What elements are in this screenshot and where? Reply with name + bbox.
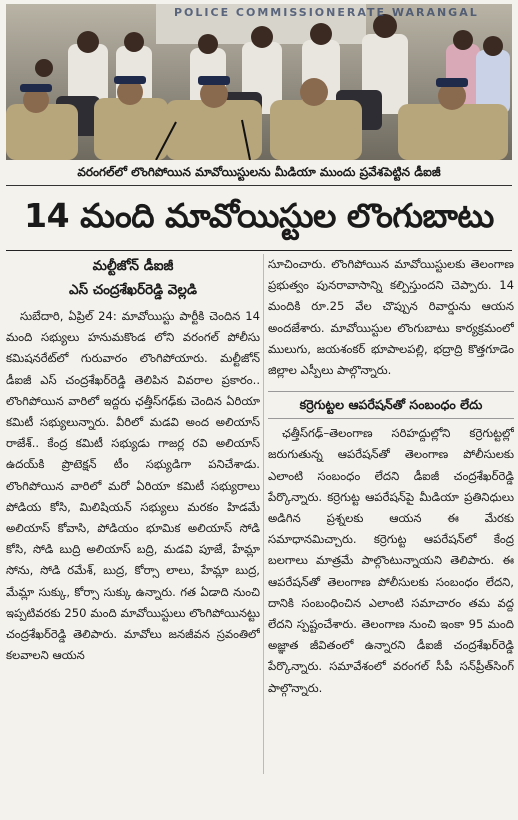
photo-illustration bbox=[6, 4, 512, 160]
headline-rule bbox=[6, 250, 512, 251]
article-continuation: సూచించారు. లొంగిపోయిన మావోయిస్టులకు తెలంగాణ ప్రభుత్వం పునరావాసాన్ని కల్పిస్తుందని చెప్పారు. 14 మందికి రూ.25 వేల చొప్పున రివార్డును ఆయన అందజేశారు. మావోయిస్టుల లొంగుబాటు కార్యక్రమంలో ములుగు, జయశంకర్ భూపాలపల్లి, భద్రాద్రి కొత్తగూడెం జిల్లాల ఎస్పీలు పాల్గొన్నారు. bbox=[268, 257, 514, 378]
byline-subtitle: ఎస్ చంద్రశేఖర్‌రెడ్డి వెల్లడి bbox=[69, 282, 197, 298]
column-divider bbox=[263, 254, 264, 774]
photo-caption: వరంగల్‌లో లొంగిపోయిన మావోయిస్టులను మీడియా ముందు ప్రవేశపెట్టిన డీఐజీ bbox=[6, 161, 512, 186]
subsection-paragraph: ఛత్తీస్‌గఢ్–తెలంగాణ సరిహద్దుల్లోని కర్రెగుట్టల్లో జరుగుతున్న ఆపరేషన్‌తో తెలంగాణ పోలీసులకు ఎలాంటి సంబంధం లేదని డీఐజీ చంద్రశేఖర్‌రెడ్డి పేర్కొన్నారు. కర్రెగుట్ట ఆపరేషన్‌పై మీడియా ప్రతినిధులు అడిగిన ప్రశ్నలకు ఆయన ఈ మేరకు సమాధానమిచ్చారు. కర్రెగుట్ట ఆపరేషన్‌లో కేంద్ర బలగాలు మాత్రమే పాల్గొంటున్నాయని తెలిపారు. ఈ ఆపరేషన్‌తో తెలంగాణ పోలీసులకు సంబంధం లేదని, దానికి సంబంధించిన ఎలాంటి సమాచారం తమ వద్ద లేదని స్పష్టంచేశారు. తెలంగాణ నుంచి ఇంకా 95 మంది అజ్ఞాత జీవితంలో ఉన్నారని డీఐజీ చంద్రశేఖర్‌రెడ్డి పేర్కొన్నారు. సమావేశంలో వరంగల్ సీపీ సన్‌ప్రీత్‌సింగ్ పాల్గొన్నారు. bbox=[268, 426, 514, 695]
backdrop-sign: POLICE COMMISSIONERATE WARANGAL bbox=[174, 6, 479, 19]
left-column bbox=[6, 254, 260, 820]
article-paragraph: సుబేదారి, ఏప్రిల్ 24: మావోయిస్టు పార్టీకి చెందిన 14 మంది సభ్యులు హనుమకొండ లోని వరంగల్ పోలీసు కమిషనరేట్‌లో గురువారం లొంగిపోయారు. మల్టీజోన్ డీఐజీ ఎస్ చంద్రశేఖర్‌రెడ్డి తెలిపిన వివరాల ప్రకారం.. లొంగిపోయిన వారిలో ఇద్దరు ఛత్తీస్‌గఢ్‌కు చెందిన ఏరియా కమిటీ సభ్యులున్నారు. వీరిలో మడవి అంద అలియాస్ రాజేశ్.. కేంద్ర కమిటీ సభ్యుడు గాజర్ల రవి అలియాస్ ఉదయ్‌కి ప్రొటెక్షన్ టీం సభ్యుడిగా పనిచేశాడు. లొంగిపోయిన వారిలో మరో ఏరియా కమిటీ సభ్యురాలు పోడియ కోసి, మిలిషియన్ సభ్యులు మరకం హిడమే అలియాస్ కోవాసి, పోడియం భూమిక అలియాస్ సోడి కోసి, సోడి బుద్రి అలియాస్ బద్రి, మడవి పూజే, హేమ్లా సోను, సోడి రమేశ్, బుద్ర, కోర్సా లాలు, హేమ్లా బుద్ర, మేమ్లా సుక్కు, కోర్సా సుక్కు ఉన్నారు. గత ఏడాది నుంచి ఇప్పటివరకు 250 మంది మావోయిస్టులు లొంగిపోయినట్టు చంద్రశేఖర్‌రెడ్డి తెలిపారు. మావోలు జనజీవన స్రవంతిలో కలవాలని ఆయన bbox=[6, 309, 260, 663]
subheading: కర్రెగుట్టల ఆపరేషన్‌తో సంబంధం లేదు bbox=[268, 391, 514, 419]
press-photo bbox=[6, 4, 512, 160]
right-column bbox=[268, 254, 514, 820]
byline-title: మల్టీజోన్ డీఐజీ bbox=[92, 258, 174, 274]
headline: 14 మంది మావోయిస్టుల లొంగుబాటు bbox=[24, 195, 494, 235]
